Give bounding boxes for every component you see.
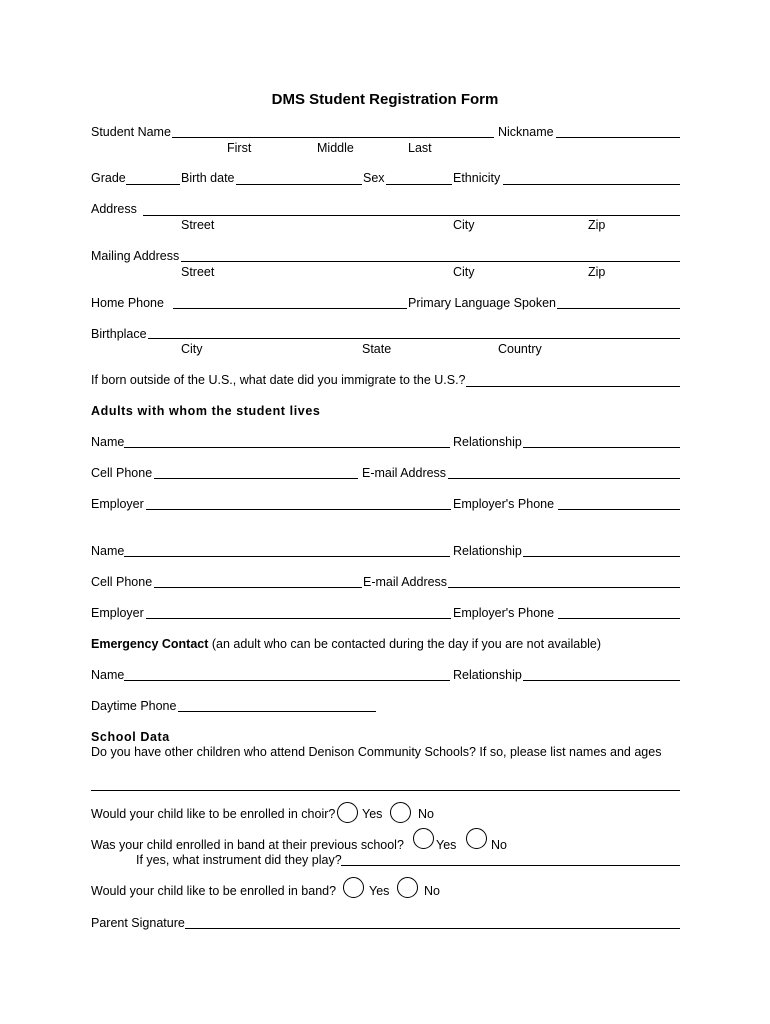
adult2-name-input[interactable]: [124, 540, 450, 557]
grade-input[interactable]: [126, 168, 180, 185]
adult1-relationship-label: Relationship: [453, 435, 522, 449]
grade-label: Grade: [91, 171, 126, 185]
adults-heading: Adults with whom the student lives: [91, 404, 321, 418]
mailing-city-caption: City: [453, 265, 475, 279]
birthdate-label: Birth date: [181, 171, 235, 185]
home-phone-label: Home Phone: [91, 296, 164, 310]
adult1-name-input[interactable]: [124, 431, 450, 448]
name-last-caption: Last: [408, 141, 432, 155]
adult2-email-label: E-mail Address: [363, 575, 448, 589]
band-previous-yes-radio[interactable]: [413, 828, 434, 849]
choir-no-label: No: [418, 807, 434, 821]
sex-label: Sex: [363, 171, 385, 185]
adult2-name-label: Name: [91, 544, 125, 558]
instrument-question: If yes, what instrument did they play?: [136, 853, 342, 867]
address-street-caption: Street: [181, 218, 215, 232]
band-previous-no-label: No: [491, 838, 507, 852]
birthplace-input[interactable]: [148, 322, 680, 339]
adult2-cell-input[interactable]: [154, 571, 362, 588]
emergency-name-label: Name: [91, 668, 125, 682]
other-children-question: Do you have other children who attend Denison Community Schools? If so, please list names and ages: [91, 745, 662, 759]
band-previous-question: Was your child enrolled in band at their previous school?: [91, 838, 404, 852]
parent-signature-input[interactable]: [185, 912, 680, 929]
adult1-employer-label: Employer: [91, 497, 144, 511]
mailing-address-label: Mailing Address: [91, 249, 180, 263]
adult1-email-label: E-mail Address: [362, 466, 447, 480]
adult2-employer-input[interactable]: [146, 602, 451, 619]
immigration-question: If born outside of the U.S., what date did you immigrate to the U.S.?: [91, 373, 466, 387]
band-enroll-no-radio[interactable]: [397, 877, 418, 898]
nickname-input[interactable]: [556, 121, 680, 138]
home-phone-input[interactable]: [173, 292, 407, 309]
student-name-label: Student Name: [91, 125, 171, 139]
emergency-heading: Emergency Contact: [91, 637, 209, 651]
adult2-employer-label: Employer: [91, 606, 144, 620]
adult2-employer-phone-input[interactable]: [558, 602, 680, 619]
choir-yes-radio[interactable]: [337, 802, 358, 823]
band-enroll-question: Would your child like to be enrolled in band?: [91, 884, 337, 898]
address-zip-caption: Zip: [588, 218, 606, 232]
choir-no-radio[interactable]: [390, 802, 411, 823]
instrument-input[interactable]: [341, 849, 680, 866]
adult1-email-input[interactable]: [448, 462, 680, 479]
school-data-heading: School Data: [91, 730, 170, 744]
adult1-employer-input[interactable]: [146, 493, 451, 510]
emergency-note: (an adult who can be contacted during the day if you are not available): [211, 637, 602, 651]
choir-yes-label: Yes: [362, 807, 383, 821]
birthdate-input[interactable]: [236, 168, 362, 185]
student-name-input[interactable]: [172, 121, 494, 138]
ethnicity-label: Ethnicity: [453, 171, 501, 185]
nickname-label: Nickname: [498, 125, 554, 139]
band-enroll-yes-label: Yes: [369, 884, 390, 898]
address-input[interactable]: [143, 199, 680, 216]
form-title: DMS Student Registration Form: [271, 91, 499, 108]
name-first-caption: First: [227, 141, 252, 155]
band-enroll-no-label: No: [424, 884, 440, 898]
emergency-relationship-input[interactable]: [523, 664, 680, 681]
mailing-address-input[interactable]: [181, 245, 680, 262]
band-previous-yes-label: Yes: [436, 838, 457, 852]
address-city-caption: City: [453, 218, 475, 232]
emergency-heading-line: [91, 637, 601, 652]
adult1-employer-phone-input[interactable]: [558, 493, 680, 510]
adult2-email-input[interactable]: [448, 571, 680, 588]
emergency-relationship-label: Relationship: [453, 668, 522, 682]
adult2-relationship-input[interactable]: [523, 540, 680, 557]
mailing-zip-caption: Zip: [588, 265, 606, 279]
band-enroll-yes-radio[interactable]: [343, 877, 364, 898]
band-previous-no-radio[interactable]: [466, 828, 487, 849]
address-label: Address: [91, 202, 137, 216]
birthplace-city-caption: City: [181, 342, 203, 356]
adult2-cell-label: Cell Phone: [91, 575, 153, 589]
adult1-employer-phone-label: Employer's Phone: [453, 497, 555, 511]
ethnicity-input[interactable]: [503, 168, 680, 185]
language-label: Primary Language Spoken: [408, 296, 557, 310]
emergency-name-input[interactable]: [124, 664, 450, 681]
mailing-street-caption: Street: [181, 265, 215, 279]
immigration-date-input[interactable]: [466, 370, 680, 387]
daytime-phone-label: Daytime Phone: [91, 699, 177, 713]
daytime-phone-input[interactable]: [178, 695, 376, 712]
adult1-name-label: Name: [91, 435, 125, 449]
birthplace-label: Birthplace: [91, 327, 147, 341]
choir-question: Would your child like to be enrolled in choir?: [91, 807, 336, 821]
parent-signature-label: Parent Signature: [91, 916, 185, 930]
other-children-input[interactable]: [91, 774, 680, 791]
language-input[interactable]: [557, 292, 680, 309]
birthplace-state-caption: State: [362, 342, 392, 356]
sex-input[interactable]: [386, 168, 452, 185]
name-middle-caption: Middle: [317, 141, 354, 155]
adult2-employer-phone-label: Employer's Phone: [453, 606, 555, 620]
adult1-cell-input[interactable]: [154, 462, 358, 479]
birthplace-country-caption: Country: [498, 342, 542, 356]
adult1-relationship-input[interactable]: [523, 431, 680, 448]
adult1-cell-label: Cell Phone: [91, 466, 153, 480]
adult2-relationship-label: Relationship: [453, 544, 522, 558]
